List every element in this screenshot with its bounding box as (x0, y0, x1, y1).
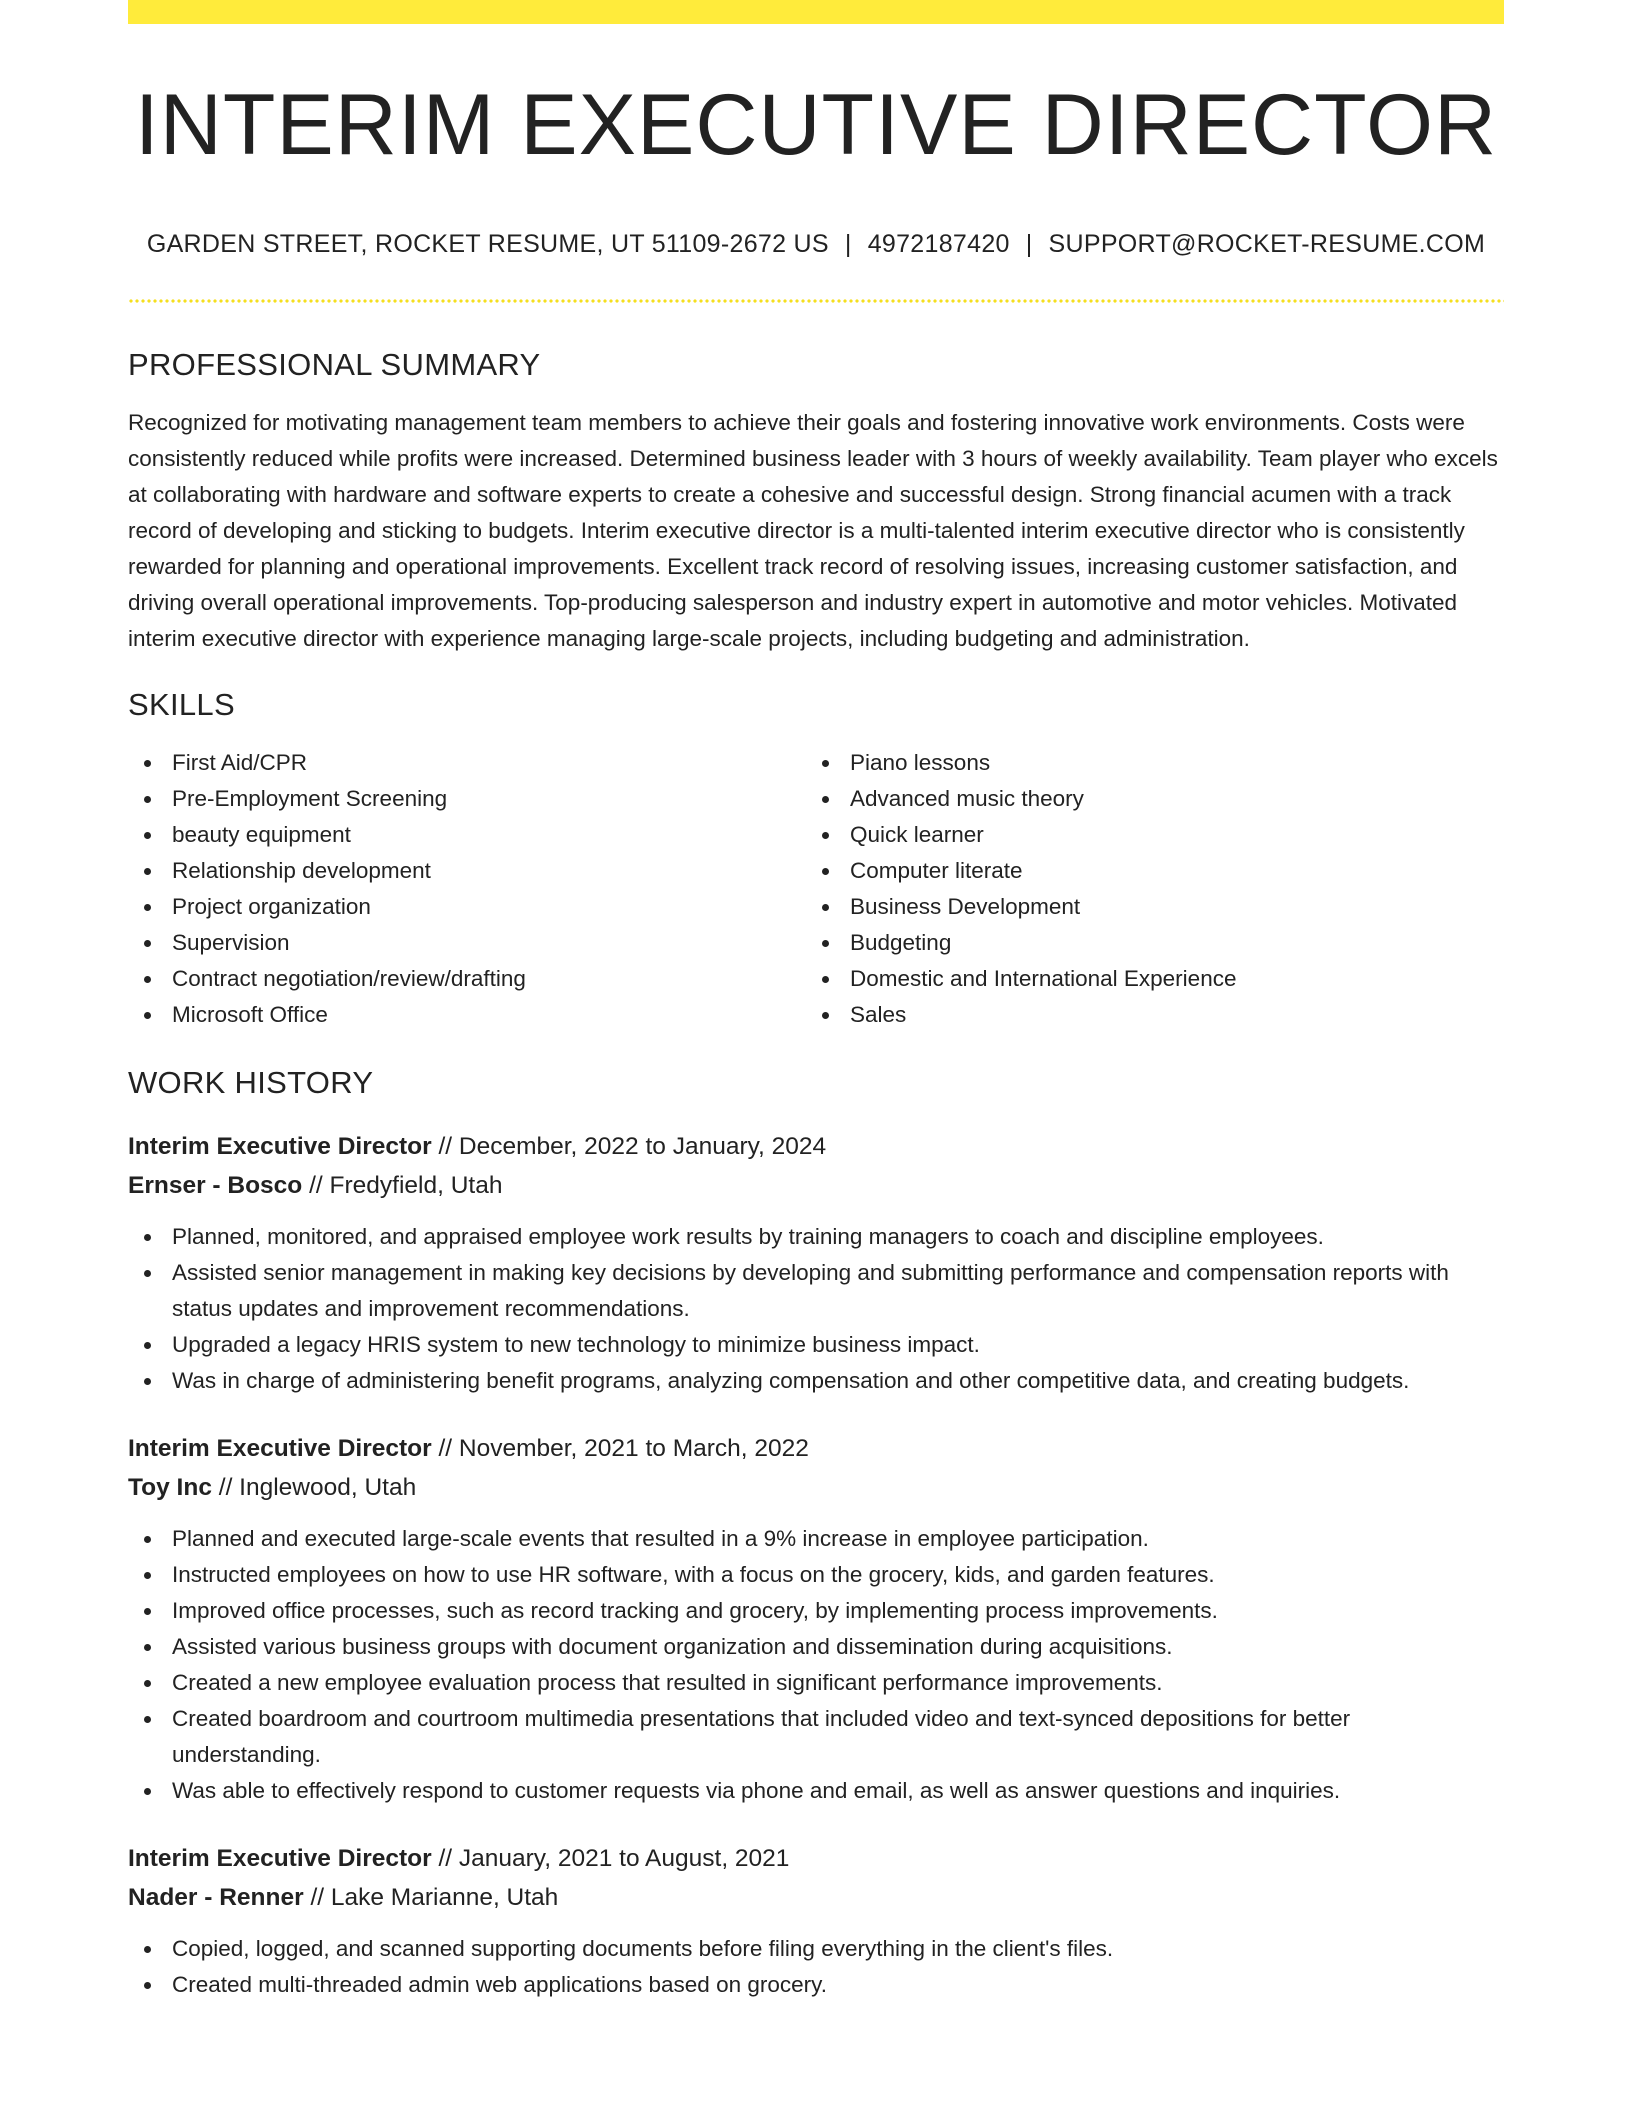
job-bullet: Copied, logged, and scanned supporting documents before filing everything in the client's files. (128, 1931, 1504, 1967)
skill-item: Project organization (128, 889, 806, 925)
summary-heading: PROFESSIONAL SUMMARY (128, 347, 541, 383)
skill-item: Supervision (128, 925, 806, 961)
summary-text: Recognized for motivating management team members to achieve their goals and fostering innovative work environments. Costs were consistently reduced while profits were increased. Determined business leader with 3 hours of weekly availability. Team player who excels at collaborating with hardware and software experts to create a cohesive and successful design. Strong financial acumen with a track record of developing and sticking to budgets. Interim executive director is a multi-talented interim executive director who is consistently rewarded for planning and operational improvements. Excellent track record of resolving issues, increasing customer satisfaction, and driving overall operational improvements. Top-producing salesperson and industry expert in automotive and motor vehicles. Motivated interim executive director with experience managing large-scale projects, including budgeting and administration. (128, 410, 1498, 652)
job-location: // Inglewood, Utah (211, 1474, 417, 1502)
page-title: INTERIM EXECUTIVE DIRECTOR (134, 77, 1498, 173)
job-bullet: Created multi-threaded admin web applications based on grocery. (128, 1967, 1504, 2003)
job-company-line (128, 1878, 1504, 1917)
skill-item: Sales (806, 997, 1484, 1033)
dotted-divider (128, 299, 1504, 303)
job-bullet: Improved office processes, such as record tracking and grocery, by implementing process improvements. (128, 1593, 1504, 1629)
job-title-line (128, 1127, 1504, 1166)
job-bullets (128, 1931, 1504, 2003)
job-title-line (128, 1429, 1504, 1468)
skill-item: Domestic and International Experience (806, 961, 1484, 997)
job-location: // Lake Marianne, Utah (303, 1884, 559, 1912)
job-entry (128, 1839, 1504, 2003)
skill-item: Microsoft Office (128, 997, 806, 1033)
skill-item: Relationship development (128, 853, 806, 889)
job-title-line (128, 1839, 1504, 1878)
skill-item: Piano lessons (806, 745, 1484, 781)
skill-item: Budgeting (806, 925, 1484, 961)
work-history-heading: WORK HISTORY (128, 1065, 374, 1101)
skill-item: beauty equipment (128, 817, 806, 853)
job-bullets (128, 1219, 1504, 1399)
skill-item: Contract negotiation/review/drafting (128, 961, 806, 997)
job-entry (128, 1429, 1504, 1809)
skill-item: Pre-Employment Screening (128, 781, 806, 817)
job-role: Interim Executive Director (128, 1845, 432, 1873)
job-dates: // November, 2021 to March, 2022 (431, 1435, 809, 1463)
job-company-line (128, 1468, 1504, 1507)
job-company-line (128, 1166, 1504, 1205)
skills-column-left (128, 745, 806, 1033)
job-entry (128, 1127, 1504, 1399)
job-location: // Fredyfield, Utah (302, 1172, 503, 1200)
accent-bar (128, 0, 1504, 24)
resume-page (128, 0, 1504, 2003)
skills-list (128, 745, 1504, 1033)
contact-separator: | (844, 230, 852, 259)
job-bullet: Upgraded a legacy HRIS system to new technology to minimize business impact. (128, 1327, 1504, 1363)
job-dates: // January, 2021 to August, 2021 (431, 1845, 790, 1873)
job-bullet: Planned, monitored, and appraised employee work results by training managers to coach and discipline employees. (128, 1219, 1504, 1255)
skills-column-right (806, 745, 1484, 1033)
email: SUPPORT@ROCKET-RESUME.COM (1048, 230, 1486, 259)
job-company: Nader - Renner (128, 1884, 304, 1912)
skill-item: Computer literate (806, 853, 1484, 889)
job-bullet: Planned and executed large-scale events that resulted in a 9% increase in employee participation. (128, 1521, 1504, 1557)
job-bullet: Was able to effectively respond to customer requests via phone and email, as well as answer questions and inquiries. (128, 1773, 1504, 1809)
skill-item: First Aid/CPR (128, 745, 806, 781)
job-bullet: Assisted various business groups with document organization and dissemination during acquisitions. (128, 1629, 1504, 1665)
job-bullet: Created boardroom and courtroom multimedia presentations that included video and text-synced depositions for better understanding. (128, 1701, 1504, 1773)
job-role: Interim Executive Director (128, 1435, 432, 1463)
address: GARDEN STREET, ROCKET RESUME, UT 51109-2672 US (146, 230, 829, 259)
skill-item: Quick learner (806, 817, 1484, 853)
job-bullets (128, 1521, 1504, 1809)
contact-separator: | (1025, 230, 1033, 259)
job-bullet: Was in charge of administering benefit programs, analyzing compensation and other competitive data, and creating budgets. (128, 1363, 1504, 1399)
skill-item: Business Development (806, 889, 1484, 925)
contact-line (128, 230, 1504, 259)
phone: 4972187420 (867, 230, 1010, 259)
skills-heading: SKILLS (128, 687, 235, 723)
job-role: Interim Executive Director (128, 1133, 432, 1161)
skill-item: Advanced music theory (806, 781, 1484, 817)
job-company: Toy Inc (128, 1474, 212, 1502)
job-bullet: Created a new employee evaluation process that resulted in significant performance improvements. (128, 1665, 1504, 1701)
job-dates: // December, 2022 to January, 2024 (431, 1133, 827, 1161)
job-bullet: Assisted senior management in making key decisions by developing and submitting performance and compensation reports with status updates and improvement recommendations. (128, 1255, 1504, 1327)
job-bullet: Instructed employees on how to use HR software, with a focus on the grocery, kids, and garden features. (128, 1557, 1504, 1593)
job-company: Ernser - Bosco (128, 1172, 303, 1200)
